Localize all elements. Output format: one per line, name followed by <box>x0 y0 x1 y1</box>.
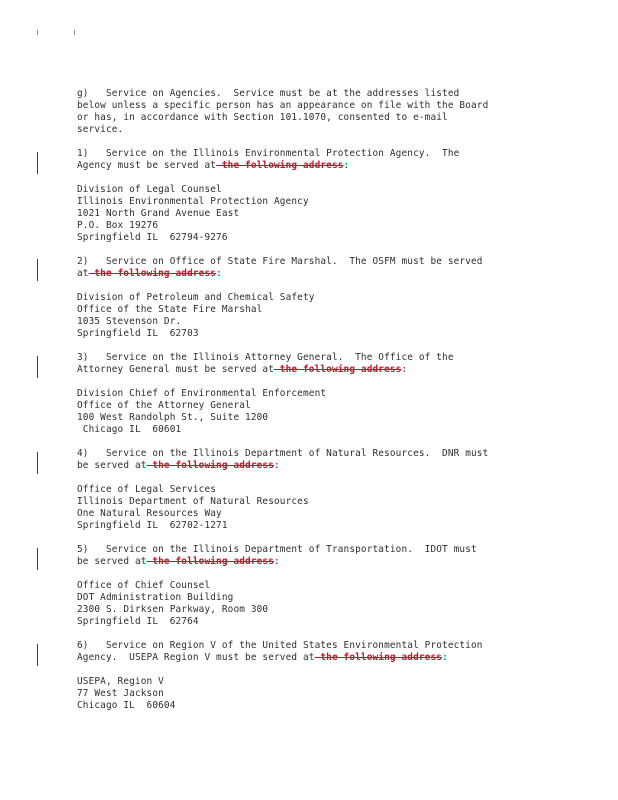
address-line: 1035 Stevenson Dr. <box>77 316 182 327</box>
deleted-text: the following address <box>146 556 275 567</box>
item-heading-continued: at the following address: <box>77 268 222 279</box>
item-heading-continued: Agency. USEPA Region V must be served at the following address: <box>77 652 448 663</box>
address-line: Illinois Department of Natural Resources <box>77 496 309 507</box>
address-line: Office of Chief Counsel <box>77 580 211 591</box>
address-line: Springfield IL 62702-1271 <box>77 520 228 531</box>
intro-line: g) Service on Agencies. Service must be at the addresses listed <box>77 88 460 99</box>
item-heading: 6) Service on Region V of the United States Environmental Protection <box>77 640 483 651</box>
deleted-text: the following address <box>314 652 443 663</box>
address-line: Springfield IL 62794-9276 <box>77 232 228 243</box>
address-line: P.O. Box 19276 <box>77 220 159 231</box>
intro-line: service. <box>77 124 124 135</box>
scan-mark <box>37 30 38 35</box>
item-heading-continued: be served at the following address: <box>77 556 280 567</box>
address-line: Illinois Environmental Protection Agency <box>77 196 309 207</box>
address-line: 77 West Jackson <box>77 688 164 699</box>
address-line: 100 West Randolph St., Suite 1200 <box>77 412 269 423</box>
change-bar <box>37 452 38 474</box>
item-heading-continued: Attorney General must be served at the following address: <box>77 364 408 375</box>
item-heading-continued: be served at the following address: <box>77 460 280 471</box>
change-bar <box>37 356 38 378</box>
address-line: Springfield IL 62764 <box>77 616 199 627</box>
deleted-text: the following address <box>216 160 344 171</box>
item-heading: 1) Service on the Illinois Environmental Protection Agency. The <box>77 148 460 159</box>
change-bar <box>37 644 38 666</box>
address-line: 2300 S. Dirksen Parkway, Room 300 <box>77 604 269 615</box>
address-line: Division of Petroleum and Chemical Safety <box>77 292 315 303</box>
change-bar <box>37 152 38 174</box>
intro-line: below unless a specific person has an appearance on file with the Board <box>77 100 489 111</box>
address-line: Office of the Attorney General <box>77 400 251 411</box>
address-line: Division of Legal Counsel <box>77 184 222 195</box>
address-line: Office of Legal Services <box>77 484 217 495</box>
item-heading: 5) Service on the Illinois Department of Transportation. IDOT must <box>77 544 477 555</box>
intro-line: or has, in accordance with Section 101.1070, consented to e-mail <box>77 112 448 123</box>
deleted-text: the following address <box>274 364 402 375</box>
address-line: Division Chief of Environmental Enforcement <box>77 388 327 399</box>
change-bar <box>37 259 38 281</box>
address-line: Office of the State Fire Marshal <box>77 304 263 315</box>
address-line: Springfield IL 62703 <box>77 328 199 339</box>
deleted-text: the following address <box>146 460 275 471</box>
item-heading: 2) Service on Office of State Fire Marshal. The OSFM must be served <box>77 256 483 267</box>
item-heading: 3) Service on the Illinois Attorney General. The Office of the <box>77 352 454 363</box>
address-line: Chicago IL 60604 <box>77 700 176 711</box>
address-line: 1021 North Grand Avenue East <box>77 208 240 219</box>
address-line: Chicago IL 60601 <box>77 424 182 435</box>
deleted-text: the following address <box>88 268 217 279</box>
item-heading-continued: Agency must be served at the following address: <box>77 160 350 171</box>
scan-mark <box>74 30 75 35</box>
address-line: USEPA, Region V <box>77 676 164 687</box>
address-line: One Natural Resources Way <box>77 508 222 519</box>
item-heading: 4) Service on the Illinois Department of Natural Resources. DNR must <box>77 448 489 459</box>
address-line: DOT Administration Building <box>77 592 234 603</box>
change-bar <box>37 548 38 570</box>
